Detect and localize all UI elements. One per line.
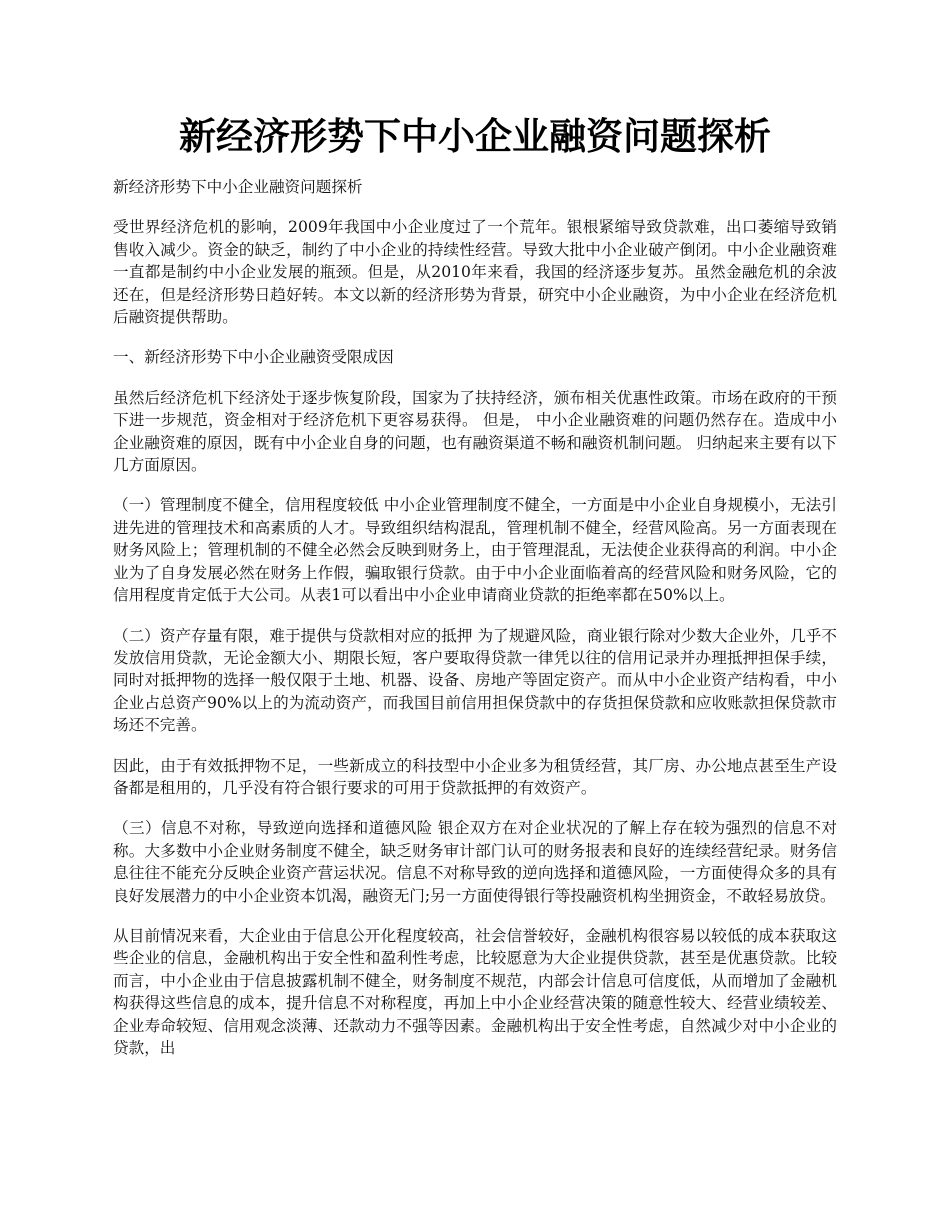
subtitle-paragraph: 新经济形势下中小企业融资问题探析 [113,178,363,196]
body-paragraph: 因此，由于有效抵押物不足，一些新成立的科技型中小企业多为租赁经营，其厂房、办公地点甚至生产设备都是租用的，几乎没有符合银行要求的可用于贷款抵押的有效资产。 [113,756,837,797]
section-heading-1: 一、新经济形势下中小企业融资受限成因 [113,348,394,367]
document-title: 新经济形势下中小企业融资问题探析 [179,114,771,158]
body-paragraph: 从目前情况来看，大企业由于信息公开化程度较高，社会信誉较好，金融机构很容易以较低的成本获取这些企业的信息，金融机构出于安全性和盈利性考虑，比较愿意为大企业提供贷款，甚至是优惠贷款。比较而言，中小企业由于信息披露机制不健全，财务制度不规范，内部会计信息可信度低，从而增加了金融机构获得这些信息的成本，提升信息不对称程度，再加上中小企业经营决策的随意性较大、经营业绩较差、企业寿命较短、信用观念淡薄、还款动力不强等因素。金融机构出于安全性考虑，自然减少对中小企业的贷款，出 [113,926,837,1057]
subsection-paragraph-1: （一）管理制度不健全，信用程度较低 中小企业管理制度不健全，一方面是中小企业自身规模小，无法引进先进的管理技术和高素质的人才。导致组织结构混乱，管理机制不健全，经营风险高。另一方面表现在财务风险上；管理机制的不健全必然会反映到财务上，由于管理混乱，无法使企业获得高的利润。中小企业为了自身发展必然在财务上作假，骗取银行贷款。由于中小企业面临着高的经营风险和财务风险，它的信用程度肯定低于大公司。从表1可以看出中小企业申请商业贷款的拒绝率都在50%以上。 [113,496,837,605]
body-paragraph: 虽然后经济危机下经济处于逐步恢复阶段，国家为了扶持经济，颁布相关优惠性政策。市场在政府的干预下进一步规范，资金相对于经济危机下更容易获得。 但是， 中小企业融资难的问题仍然存在。造成中小企业融资难的原因，既有中小企业自身的问题，也有融资渠道不畅和融资机制问题。 归纳起来主要有以下几方面原因。 [113,388,837,475]
subsection-paragraph-3: （三）信息不对称，导致逆向选择和道德风险 银企双方在对企业状况的了解上存在较为强烈的信息不对称。大多数中小企业财务制度不健全，缺乏财务审计部门认可的财务报表和良好的连续经营纪录。财务信息往往不能充分反映企业资产营运状况。信息不对称导致的逆向选择和道德风险，一方面使得众多的具有良好发展潜力的中小企业资本饥渴，融资无门;另一方面使得银行等投融资机构坐拥资金，不敢轻易放贷。 [113,819,837,905]
intro-paragraph: 受世界经济危机的影响，2009年我国中小企业度过了一个荒年。银根紧缩导致贷款难，出口萎缩导致销售收入减少。资金的缺乏，制约了中小企业的持续性经营。导致大批中小企业破产倒闭。中小企业融资难一直都是制约中小企业发展的瓶颈。但是，从2010年来看，我国的经济逐步复苏。虽然金融危机的余波还在，但是经济形势日趋好转。本文以新的经济形势为背景，研究中小企业融资，为中小企业在经济危机后融资提供帮助。 [113,218,837,327]
document-page [113,108,837,1077]
subsection-paragraph-2: （二）资产存量有限，难于提供与贷款相对应的抵押 为了规避风险，商业银行除对少数大企业外，几乎不发放信用贷款，无论金额大小、期限长短，客户要取得贷款一律凭以往的信用记录并办理抵押担保手续，同时对抵押物的选择一般仅限于土地、机器、设备、房地产等固定资产。而从中小企业资产结构看，中小企业占总资产90%以上的为流动资产，而我国目前信用担保贷款中的存货担保贷款和应收账款担保贷款市场还不完善。 [113,626,837,735]
